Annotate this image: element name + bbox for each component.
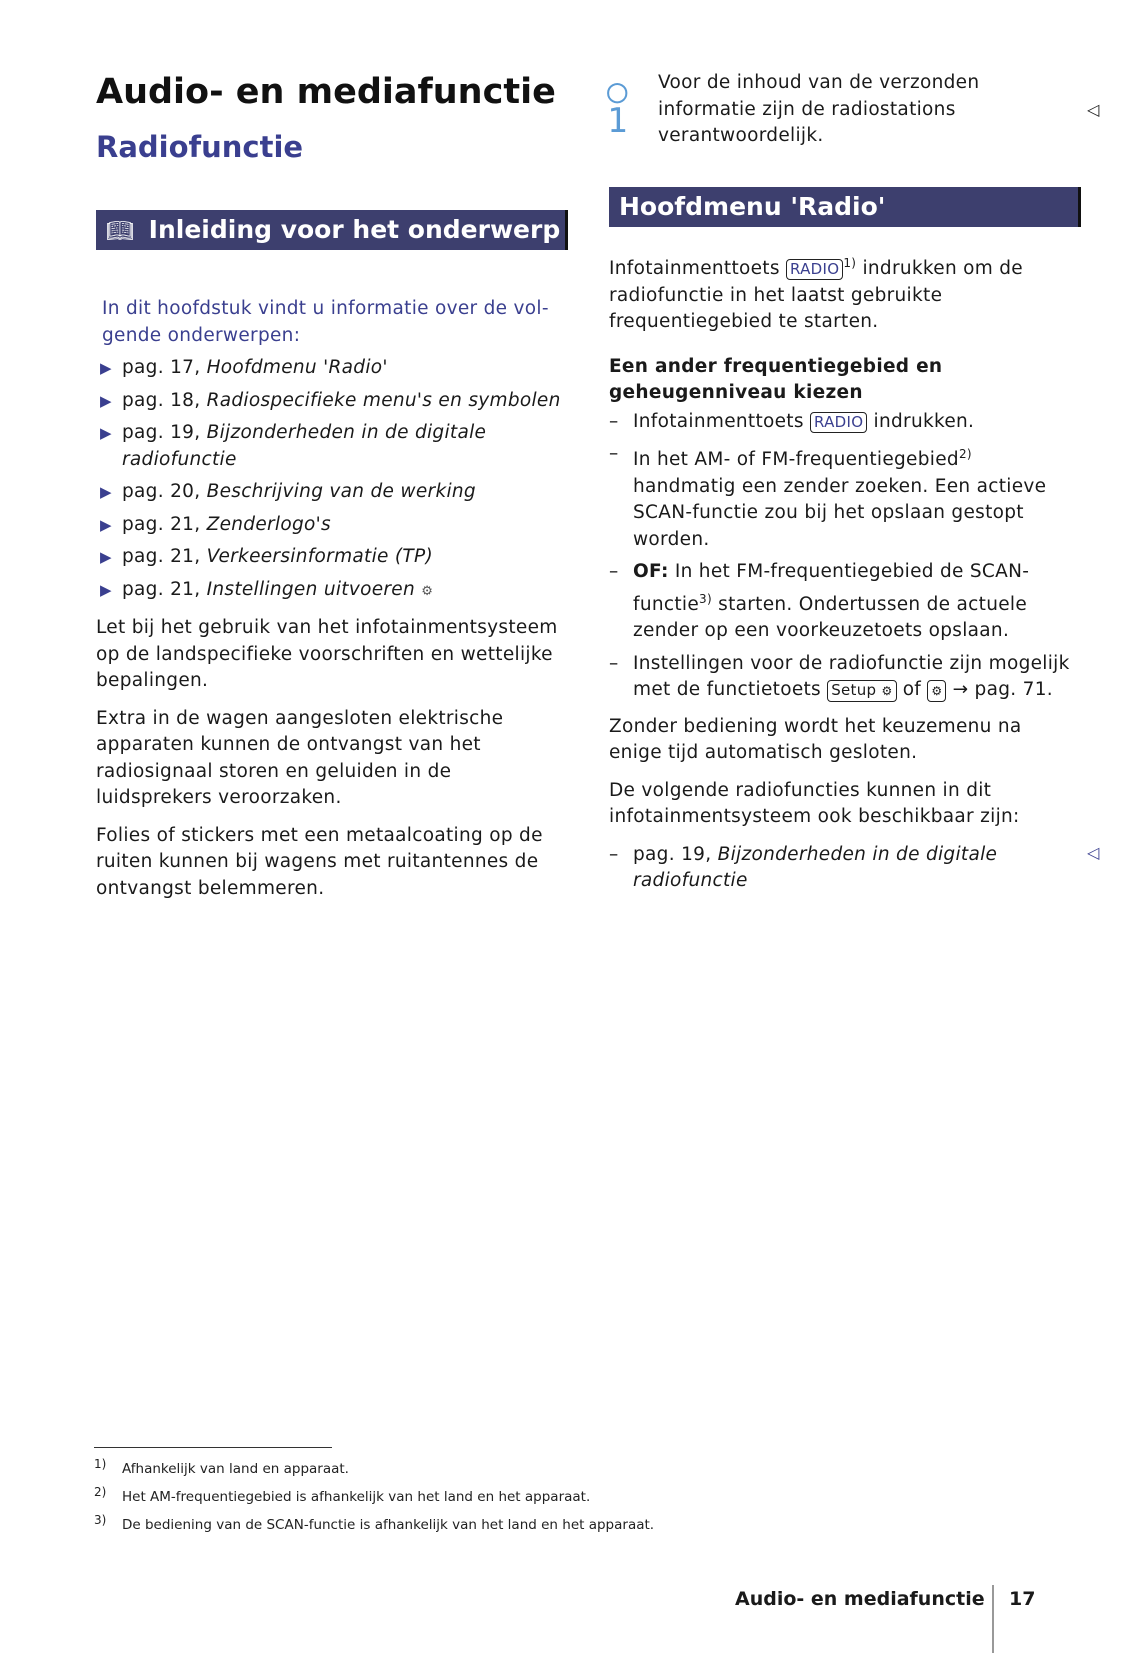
arrow-icon: ▶ — [100, 359, 112, 377]
end-marker-icon: ◁ — [1087, 843, 1100, 862]
footnote-number: 3) — [94, 1513, 107, 1527]
setup-key-label: Setup — [831, 681, 877, 700]
section-title: Radiofunctie — [96, 130, 304, 164]
info-note: Voor de inhoud van de verzonden informatie zijn de radiostations verantwoordelijk. — [658, 72, 980, 146]
topic-page: pag. 21, — [122, 546, 201, 567]
intro-text: In dit hoofdstuk vindt u informatie over de vol-gende onderwerpen: — [102, 298, 549, 346]
settings-icon: ⚙ — [931, 684, 943, 699]
footnote — [94, 1457, 349, 1477]
footnote-ref: 2) — [958, 447, 972, 462]
step: – OF: In het FM-frequentiegebied de SCAN-functie$^{3)}$ starten. Ondertussen de actuele zender op een voorkeuzetoets opslaan. — [609, 561, 1030, 642]
text: of — [902, 679, 922, 701]
topic-title: Zenderlogo's — [206, 513, 331, 535]
footnote-text: De bediening van de SCAN-functie is afhankelijk van het land en het apparaat. — [122, 1517, 655, 1533]
topic-title: Radiospecifieke menu's en symbolen — [206, 389, 561, 411]
text: indrukken. — [873, 410, 975, 432]
chapter-title: Audio- en mediafunctie — [96, 72, 556, 112]
text: In het AM- of FM-frequentiegebied — [633, 449, 959, 471]
footnote — [94, 1485, 591, 1505]
info-icon: ○ 1 — [607, 71, 628, 141]
radio-menu-banner: Hoofdmenu 'Radio' — [609, 187, 1081, 227]
topic-page: pag. 18, — [122, 389, 201, 411]
link-title: Bijzonderheden in de digitale radiofunctie — [633, 843, 998, 892]
arrow-icon: ▶ — [100, 515, 112, 534]
arrow-icon: ▶ — [100, 580, 112, 599]
right-column — [609, 250, 1079, 901]
radio-key: RADIO — [786, 259, 843, 280]
footnote-text: Het AM-frequentiegebied is afhankelijk van het land en het apparaat. — [122, 1489, 591, 1505]
footer-divider — [992, 1585, 994, 1653]
topic-page: pag. 21, — [122, 513, 201, 535]
text: Infotainmenttoets — [633, 410, 804, 432]
step: – Instellingen voor de radiofunctie zijn mogelijk met de functietoets Setup ⚙ of ⚙ → pag. 71. — [609, 652, 1070, 701]
paragraph: Zonder bediening wordt het keuzemenu na enige tijd automatisch gesloten. — [609, 715, 1022, 764]
text: Instellingen voor de radiofunctie zijn mogelijk met de functietoets — [633, 652, 1070, 701]
topic-page: pag. 19, — [122, 422, 201, 443]
topic-link[interactable] — [96, 512, 566, 539]
topic-title: Hoofdmenu 'Radio' — [206, 357, 388, 378]
or-label: OF: — [633, 561, 669, 583]
footnote-text: Afhankelijk van land en apparaat. — [122, 1461, 349, 1477]
topic-title: Verkeersinformatie (TP) — [206, 546, 433, 567]
topic-link[interactable] — [96, 479, 566, 506]
topic-page: pag. 21, — [122, 578, 201, 600]
paragraph: De volgende radiofuncties kunnen in dit infotainmentsysteem ook beschikbaar zijn: — [609, 779, 1020, 828]
topic-link[interactable] — [96, 355, 566, 382]
text: In het FM-frequentiegebied de SCAN-functie — [633, 561, 1030, 615]
paragraph: Let bij het gebruik van het infotainmentsysteem op de landspecifieke voorschriften en wettelijke bepalingen. — [96, 617, 558, 691]
paragraph: Extra in de wagen aangesloten elektrische apparaten kunnen de ontvangst van het radiosignaal storen en geluiden in de luidsprekers veroorzaken. — [96, 707, 504, 808]
subheading: Een ander frequentiegebied en geheugenniveau kiezen — [609, 355, 943, 404]
arrow-icon: ▶ — [100, 424, 112, 442]
page-reference: → pag. 71. — [952, 679, 1053, 701]
arrow-icon: ▶ — [100, 391, 112, 410]
intro-banner — [96, 210, 568, 250]
topic-page: pag. 17, — [122, 357, 201, 378]
arrow-icon: ▶ — [100, 548, 112, 566]
link-page: pag. 19, — [633, 843, 712, 865]
footnote — [94, 1513, 655, 1533]
topic-title: Instellingen uitvoeren — [206, 578, 416, 600]
settings-icon: ⚙ — [421, 583, 434, 599]
topic-title: Beschrijving van de werking — [206, 481, 476, 502]
text: starten. Ondertussen de actuele zender op een voorkeuzetoets opslaan. — [633, 593, 1028, 642]
topic-list — [96, 355, 566, 605]
settings-icon: ⚙ — [881, 684, 893, 699]
topic-link[interactable] — [96, 544, 566, 571]
footnote-number: 2) — [94, 1485, 107, 1499]
footnote-ref: 1) — [843, 256, 857, 270]
topic-title: Bijzonderheden in de digitale radiofunctie — [122, 422, 487, 470]
footnote-divider — [94, 1447, 332, 1448]
arrow-icon: ▶ — [100, 483, 112, 501]
settings-key — [927, 680, 946, 702]
text: handmatig een zender zoeken. Een actieve SCAN-functie zou bij het opslaan gestopt worden. — [633, 475, 1047, 550]
left-column — [96, 296, 566, 913]
end-marker-icon: ◁ — [1087, 100, 1100, 119]
book-icon: 📖︎ — [106, 219, 134, 244]
footnote-ref: 3) — [699, 591, 712, 606]
text: indrukken om de radiofunctie in het laatst gebruikte frequentiegebied te starten. — [609, 258, 1023, 333]
topic-page: pag. 20, — [122, 481, 201, 502]
topic-link[interactable] — [96, 577, 566, 606]
intro-banner-label: Inleiding voor het onderwerp — [148, 215, 561, 244]
steps-list — [609, 409, 1079, 704]
topic-link[interactable] — [96, 420, 566, 473]
radio-key: RADIO — [810, 412, 867, 433]
setup-key — [827, 680, 896, 702]
footnote-number: 1) — [94, 1457, 107, 1471]
paragraph: Folies of stickers met een metaalcoating op de ruiten kunnen bij wagens met ruitantennes de ontvangst belemmeren. — [96, 824, 543, 899]
page-number: 17 — [1009, 1588, 1036, 1610]
step: – Infotainmenttoets RADIO indrukken. — [609, 410, 975, 432]
paragraph — [609, 250, 1079, 336]
footer-section: Audio- en mediafunctie — [735, 1588, 985, 1610]
related-link[interactable]: – pag. 19, Bijzonderheden in de digitale radiofunctie — [609, 843, 998, 892]
topic-link[interactable] — [96, 388, 566, 415]
related-list — [609, 842, 1079, 895]
text: Infotainmenttoets — [609, 258, 780, 280]
step: – In het AM- of FM-frequentiegebied$^{2)}$ handmatig een zender zoeken. Een actieve SCAN-functie zou bij het opslaan gestopt worden. — [609, 443, 1047, 550]
